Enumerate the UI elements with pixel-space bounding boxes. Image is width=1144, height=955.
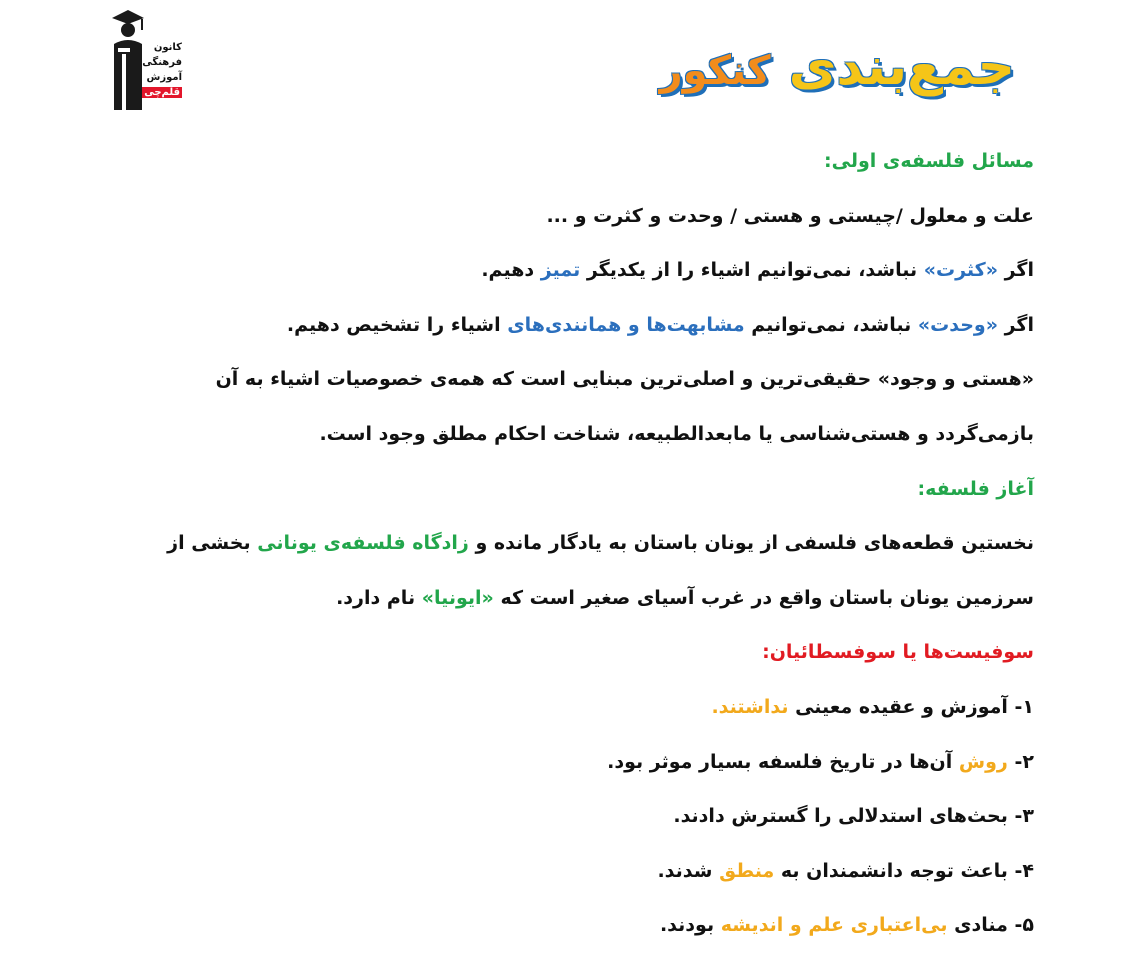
text-line: [150, 516, 1034, 571]
highlight-term: منطق: [719, 859, 775, 882]
text-segment: آن‌ها در تاریخ فلسفه بسیار موثر بود.: [607, 750, 959, 773]
section-heading-sophists: سوفیست‌ها یا سوفسطائیان:: [762, 641, 1034, 664]
text-line: بازمی‌گردد و هستی‌شناسی یا مابعدالطبیعه، شناخت احکام مطلق وجود است.: [319, 422, 1034, 445]
highlight-term: مشابهت‌ها و همانندی‌های: [507, 313, 745, 336]
text-segment: شدند.: [657, 859, 720, 882]
document-body: [150, 134, 1034, 953]
list-item: ۳- بحث‌های استدلالی را گسترش دادند.: [673, 805, 1034, 828]
text-segment: بودند.: [659, 914, 721, 937]
brand-word-1: جمع‌بندی: [788, 37, 1015, 97]
highlight-term: «ایونیا»: [421, 586, 494, 609]
highlight-term: نداشتند.: [711, 695, 789, 718]
page-header: [0, 0, 1144, 125]
brand-title: [659, 28, 1015, 106]
text-segment: بخشی از: [167, 532, 258, 555]
logo-line-1: کانون: [153, 42, 182, 53]
logo-line-4: قلم‌چی: [144, 87, 180, 98]
highlight-term: روش: [958, 750, 1008, 773]
text-segment: دهیم.: [481, 259, 541, 282]
text-line: [150, 571, 1034, 626]
text-segment: نام دارد.: [336, 586, 422, 609]
text-segment: نخستین قطعه‌های فلسفی از یونان باستان به یادگار مانده و: [468, 532, 1034, 555]
text-segment: سرزمین یونان باستان واقع در غرب آسیای صغیر است که: [493, 586, 1034, 609]
text-segment: ۱- آموزش و عقیده معینی: [788, 695, 1034, 718]
highlight-term: تمیز: [540, 259, 581, 282]
brand-word-2: کنکور: [659, 48, 771, 94]
text-segment: اگر: [998, 259, 1034, 282]
section-heading-origin: آغاز فلسفه:: [917, 477, 1034, 500]
list-item: [150, 898, 1034, 953]
text-segment: اشیاء را تشخیص دهیم.: [286, 313, 508, 336]
list-item: [150, 735, 1034, 790]
list-item: [150, 680, 1034, 735]
text-segment: نباشد، نمی‌توانیم: [744, 313, 918, 336]
text-line: [150, 298, 1034, 353]
text-segment: ۲-: [1007, 750, 1034, 773]
logo-text: [142, 40, 182, 100]
highlight-term: «وحدت»: [917, 313, 998, 336]
text-segment: ۵- منادی: [947, 914, 1034, 937]
text-line: «هستی و وجود» حقیقی‌ترین و اصلی‌ترین مبنایی است که همه‌ی خصوصیات اشیاء به آن: [215, 368, 1034, 391]
highlight-term: زادگاه فلسفه‌ی یونانی: [257, 532, 469, 555]
section-heading-first-philosophy: مسائل فلسفه‌ی اولی:: [824, 150, 1034, 172]
logo-line-3: آموزش: [146, 72, 182, 83]
text-segment: نباشد، نمی‌توانیم اشیاء را از یکدیگر: [580, 259, 924, 282]
text-segment: اگر: [998, 313, 1034, 336]
highlight-term: بی‌اعتباری علم و اندیشه: [720, 914, 948, 937]
publisher-logo: [108, 10, 180, 112]
list-item: [150, 844, 1034, 899]
logo-line-2: فرهنگی: [142, 57, 182, 68]
highlight-term: «کثرت»: [923, 259, 998, 282]
text-segment: ۴- باعث توجه دانشمندان به: [774, 859, 1034, 882]
text-line: علت و معلول /چیستی و هستی / وحدت و کثرت و ...: [546, 204, 1034, 227]
text-line: [150, 243, 1034, 298]
